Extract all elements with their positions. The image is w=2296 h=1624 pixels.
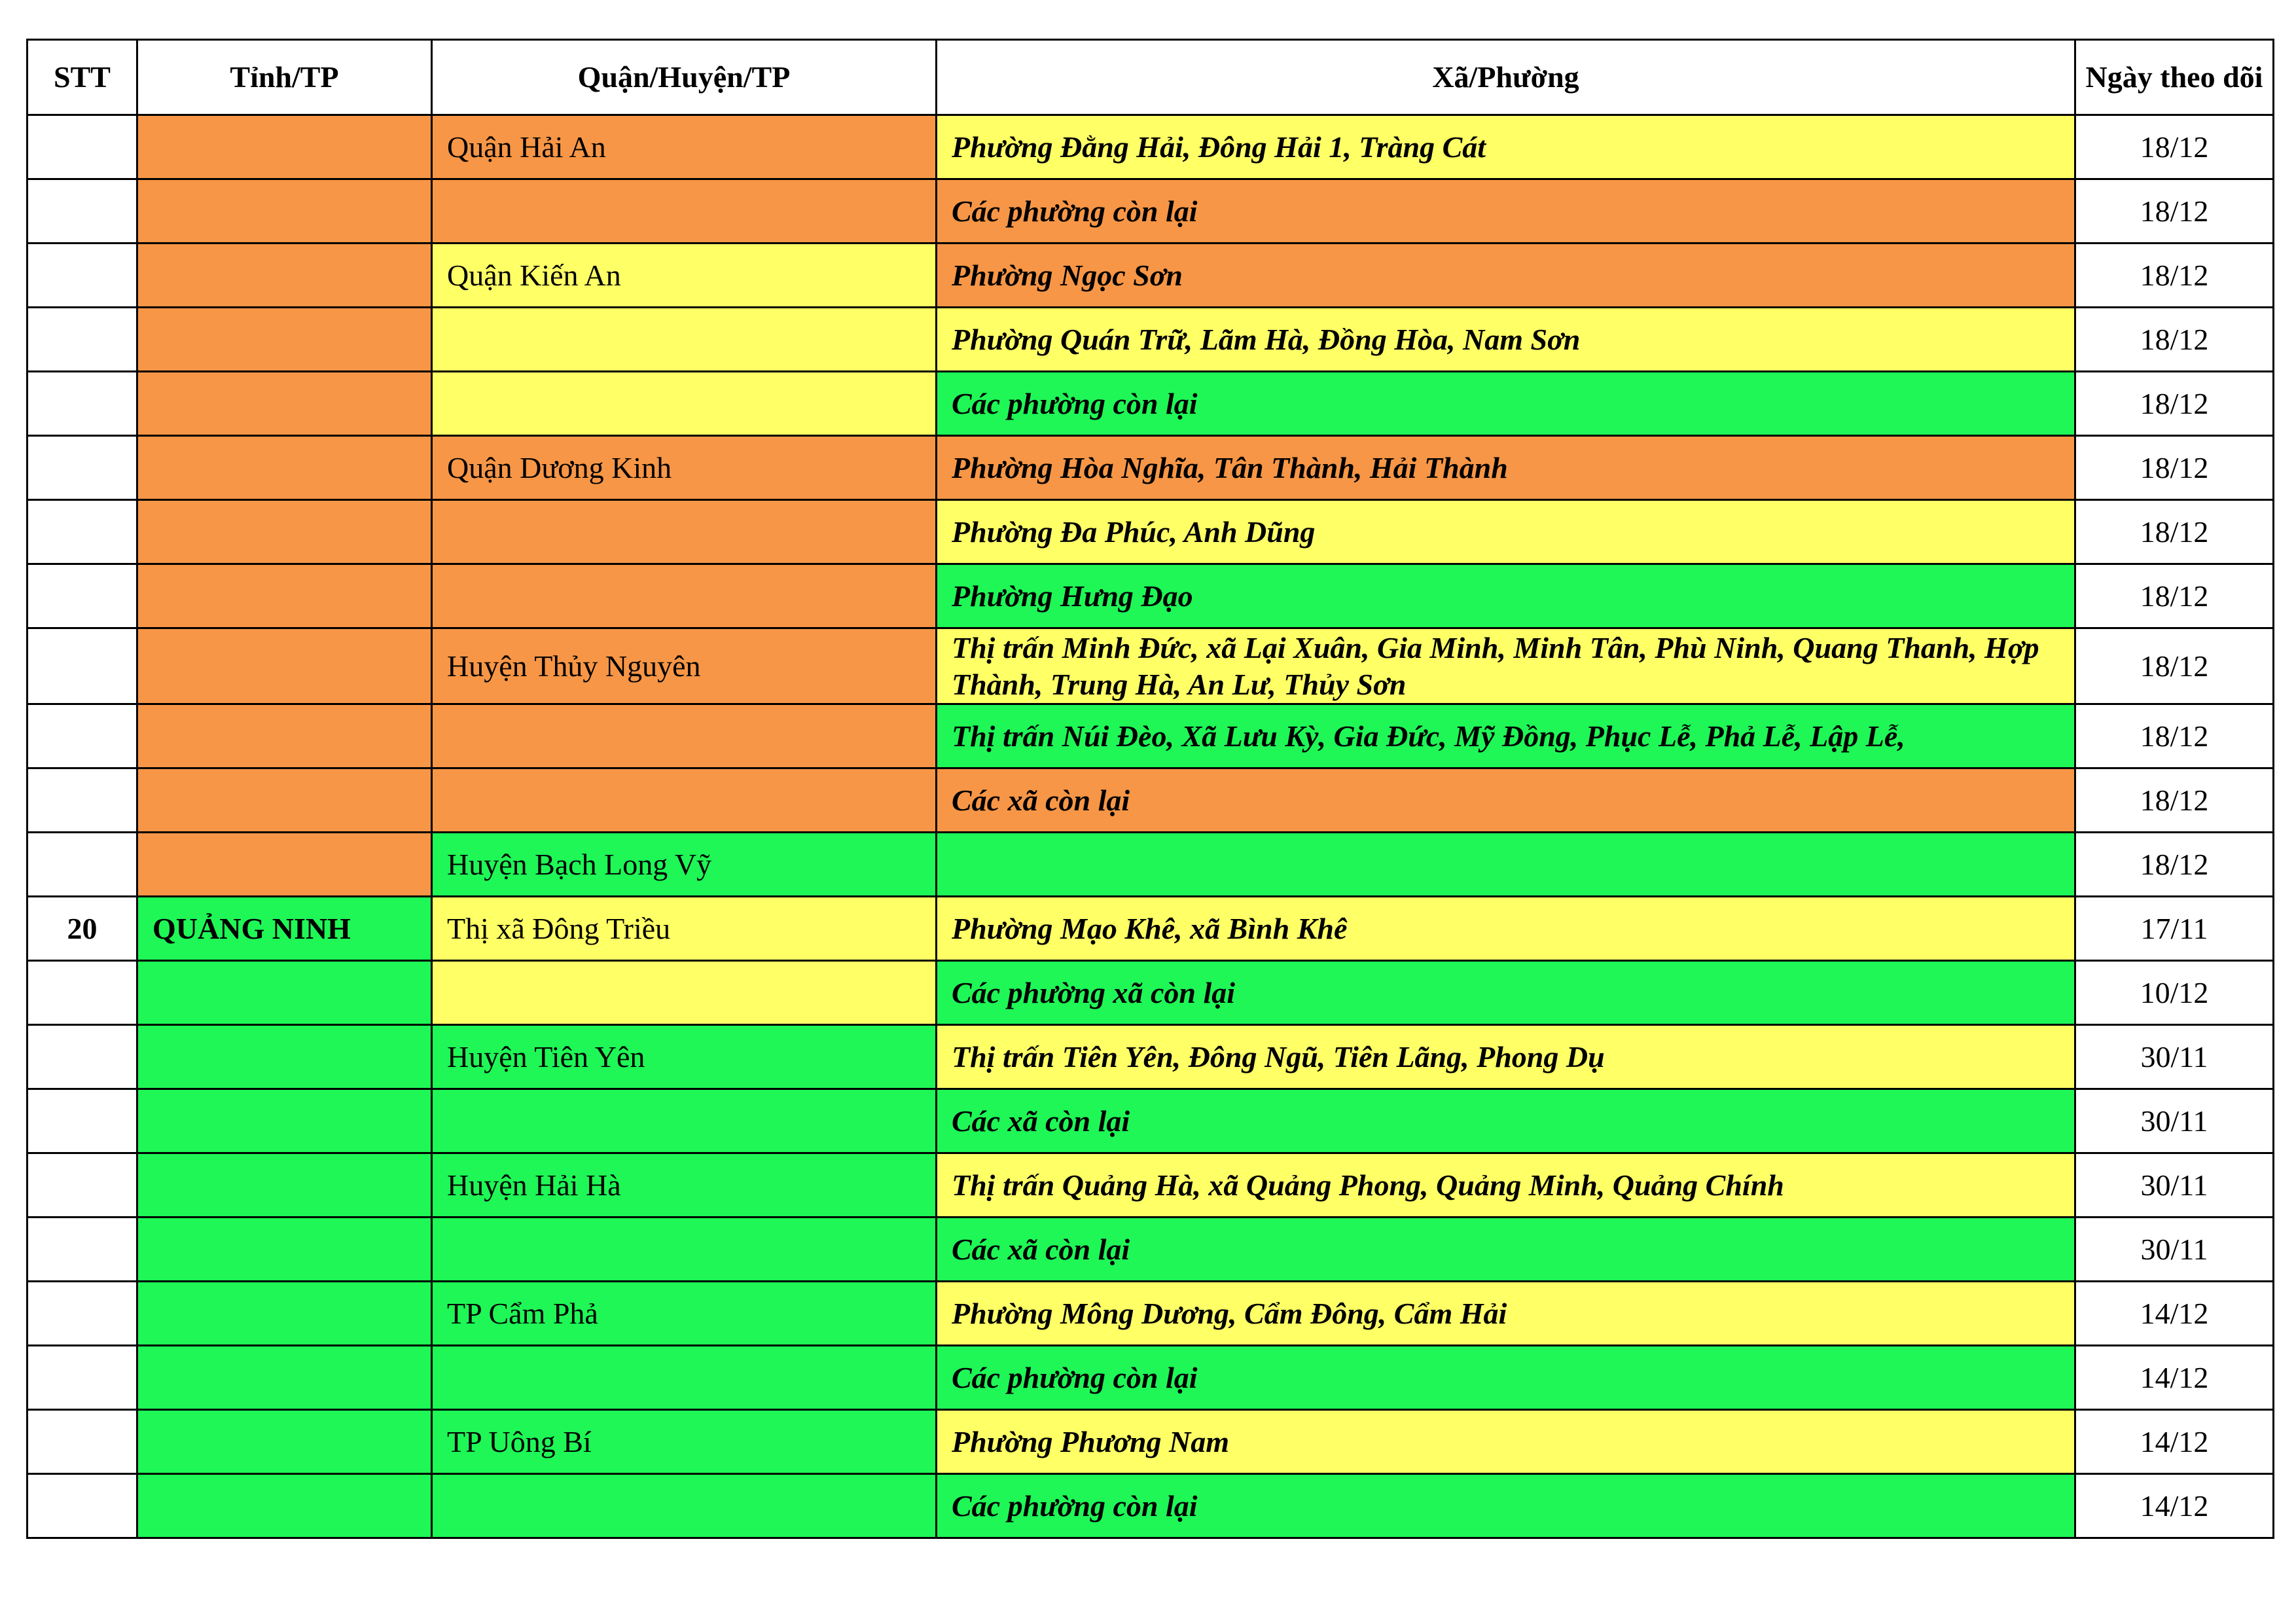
cell-district: TP Cẩm Phả (432, 1282, 937, 1346)
cell-ward: Phường Mông Dương, Cẩm Đông, Cẩm Hải (937, 1282, 2075, 1346)
table-row (27, 704, 2274, 768)
cell-stt (27, 961, 137, 1025)
cell-district: Huyện Tiên Yên (432, 1025, 937, 1089)
cell-ward: Phường Hòa Nghĩa, Tân Thành, Hải Thành (937, 436, 2075, 500)
cell-date: 30/11 (2075, 1153, 2274, 1218)
cell-stt (27, 500, 137, 564)
cell-stt (27, 1282, 137, 1346)
cell-ward: Thị trấn Minh Đức, xã Lại Xuân, Gia Minh, Minh Tân, Phù Ninh, Quang Thanh, Hợp Thành, Trung Hà, An Lư, Thủy Sơn (937, 628, 2075, 704)
table-row (27, 115, 2274, 179)
table-row (27, 436, 2274, 500)
cell-stt (27, 308, 137, 372)
cell-ward: Các phường còn lại (937, 179, 2075, 244)
cell-district: Huyện Bạch Long Vỹ (432, 833, 937, 897)
header-date: Ngày theo dõi (2075, 40, 2274, 115)
cell-stt (27, 1474, 137, 1538)
cell-stt (27, 115, 137, 179)
cell-district: TP Uông Bí (432, 1410, 937, 1474)
cell-ward: Phường Mạo Khê, xã Bình Khê (937, 897, 2075, 961)
cell-ward: Phường Đa Phúc, Anh Dũng (937, 500, 2075, 564)
cell-district (432, 564, 937, 628)
cell-date: 14/12 (2075, 1346, 2274, 1410)
cell-ward: Phường Ngọc Sơn (937, 244, 2075, 308)
table-row (27, 628, 2274, 704)
cell-stt (27, 436, 137, 500)
cell-district: Thị xã Đông Triều (432, 897, 937, 961)
table-row (27, 1474, 2274, 1538)
cell-ward: Các phường còn lại (937, 372, 2075, 436)
cell-stt (27, 564, 137, 628)
cell-district: Huyện Thủy Nguyên (432, 628, 937, 704)
cell-stt (27, 1218, 137, 1282)
cell-district (432, 372, 937, 436)
cell-province: QUẢNG NINH (137, 897, 432, 961)
table-row (27, 372, 2274, 436)
cell-date: 18/12 (2075, 372, 2274, 436)
cell-province (137, 179, 432, 244)
cell-stt: 20 (27, 897, 137, 961)
cell-date: 10/12 (2075, 961, 2274, 1025)
cell-ward: Các xã còn lại (937, 1089, 2075, 1153)
cell-stt (27, 1346, 137, 1410)
table-row (27, 1410, 2274, 1474)
cell-date: 18/12 (2075, 768, 2274, 833)
cell-ward: Các xã còn lại (937, 1218, 2075, 1282)
cell-province (137, 1025, 432, 1089)
header-ward: Xã/Phường (937, 40, 2075, 115)
cell-date: 30/11 (2075, 1218, 2274, 1282)
cell-stt (27, 833, 137, 897)
cell-ward: Các xã còn lại (937, 768, 2075, 833)
table-row (27, 1025, 2274, 1089)
cell-ward: Thị trấn Tiên Yên, Đông Ngũ, Tiên Lãng, Phong Dụ (937, 1025, 2075, 1089)
table-row (27, 1153, 2274, 1218)
cell-province (137, 1282, 432, 1346)
cell-district (432, 308, 937, 372)
cell-date: 18/12 (2075, 436, 2274, 500)
cell-date: 18/12 (2075, 115, 2274, 179)
cell-date: 18/12 (2075, 179, 2274, 244)
table-row (27, 564, 2274, 628)
cell-date: 18/12 (2075, 500, 2274, 564)
header-district: Quận/Huyện/TP (432, 40, 937, 115)
table-row (27, 308, 2274, 372)
cell-date: 18/12 (2075, 833, 2274, 897)
cell-district: Quận Hải An (432, 115, 937, 179)
cell-province (137, 1410, 432, 1474)
cell-ward: Các phường xã còn lại (937, 961, 2075, 1025)
header-stt: STT (27, 40, 137, 115)
cell-district (432, 179, 937, 244)
table-row (27, 500, 2274, 564)
cell-ward (937, 833, 2075, 897)
cell-ward: Phường Quán Trữ, Lãm Hà, Đồng Hòa, Nam Sơn (937, 308, 2075, 372)
cell-date: 14/12 (2075, 1282, 2274, 1346)
cell-ward: Phường Hưng Đạo (937, 564, 2075, 628)
table-row (27, 897, 2274, 961)
cell-province (137, 768, 432, 833)
cell-ward: Các phường còn lại (937, 1346, 2075, 1410)
cell-province (137, 1218, 432, 1282)
cell-date: 18/12 (2075, 628, 2274, 704)
zone-table (26, 39, 2274, 1539)
cell-district (432, 1089, 937, 1153)
cell-province (137, 1474, 432, 1538)
cell-date: 18/12 (2075, 244, 2274, 308)
cell-district (432, 1218, 937, 1282)
cell-ward: Phường Đằng Hải, Đông Hải 1, Tràng Cát (937, 115, 2075, 179)
cell-province (137, 1346, 432, 1410)
cell-district (432, 768, 937, 833)
cell-province (137, 704, 432, 768)
header-row (27, 40, 2274, 115)
cell-district (432, 1474, 937, 1538)
cell-province (137, 628, 432, 704)
cell-date: 30/11 (2075, 1025, 2274, 1089)
table-row (27, 1218, 2274, 1282)
cell-province (137, 500, 432, 564)
cell-date: 18/12 (2075, 704, 2274, 768)
cell-date: 17/11 (2075, 897, 2274, 961)
cell-date: 18/12 (2075, 564, 2274, 628)
table-row (27, 1346, 2274, 1410)
cell-province (137, 1153, 432, 1218)
cell-district (432, 961, 937, 1025)
cell-province (137, 308, 432, 372)
cell-district: Quận Kiến An (432, 244, 937, 308)
table-row (27, 1089, 2274, 1153)
cell-district (432, 1346, 937, 1410)
cell-stt (27, 244, 137, 308)
cell-district (432, 704, 937, 768)
table-row (27, 244, 2274, 308)
cell-province (137, 436, 432, 500)
cell-province (137, 833, 432, 897)
cell-stt (27, 1025, 137, 1089)
table-row (27, 833, 2274, 897)
cell-date: 30/11 (2075, 1089, 2274, 1153)
cell-province (137, 961, 432, 1025)
cell-province (137, 372, 432, 436)
table-row (27, 1282, 2274, 1346)
cell-stt (27, 768, 137, 833)
cell-province (137, 115, 432, 179)
cell-province (137, 564, 432, 628)
cell-province (137, 1089, 432, 1153)
cell-district (432, 500, 937, 564)
cell-district: Huyện Hải Hà (432, 1153, 937, 1218)
cell-stt (27, 1089, 137, 1153)
table-row (27, 768, 2274, 833)
cell-ward: Phường Phương Nam (937, 1410, 2075, 1474)
table-row (27, 179, 2274, 244)
table-row (27, 961, 2274, 1025)
cell-ward: Thị trấn Núi Đèo, Xã Lưu Kỳ, Gia Đức, Mỹ Đồng, Phục Lễ, Phả Lễ, Lập Lễ, (937, 704, 2075, 768)
cell-stt (27, 1153, 137, 1218)
cell-stt (27, 1410, 137, 1474)
cell-stt (27, 704, 137, 768)
cell-stt (27, 372, 137, 436)
cell-stt (27, 179, 137, 244)
header-province: Tỉnh/TP (137, 40, 432, 115)
cell-date: 14/12 (2075, 1474, 2274, 1538)
cell-stt (27, 628, 137, 704)
cell-date: 18/12 (2075, 308, 2274, 372)
cell-district: Quận Dương Kinh (432, 436, 937, 500)
cell-province (137, 244, 432, 308)
cell-date: 14/12 (2075, 1410, 2274, 1474)
cell-ward: Các phường còn lại (937, 1474, 2075, 1538)
cell-ward: Thị trấn Quảng Hà, xã Quảng Phong, Quảng Minh, Quảng Chính (937, 1153, 2075, 1218)
